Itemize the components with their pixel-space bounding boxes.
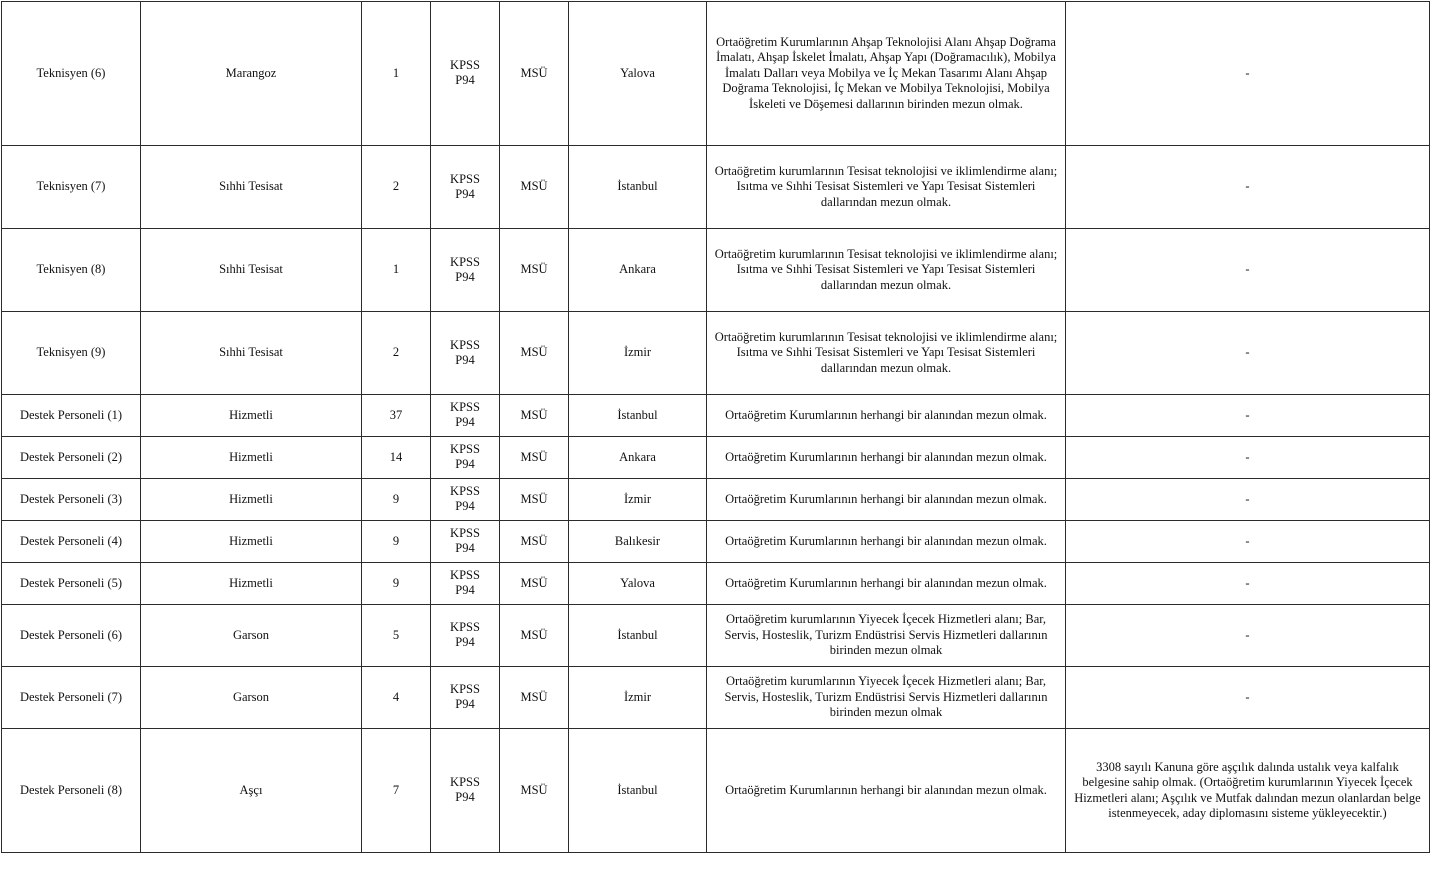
cell-extra-requirement: - — [1066, 146, 1430, 229]
exam-score-type: P94 — [455, 415, 475, 430]
cell-position: Hizmetli — [141, 563, 362, 605]
table-row — [2, 605, 1430, 667]
cell-exam — [431, 605, 500, 667]
cell-requirement: Ortaöğretim Kurumlarının herhangi bir alanından mezun olmak. — [707, 729, 1066, 853]
cell-position: Hizmetli — [141, 437, 362, 479]
cell-requirement: Ortaöğretim Kurumlarının herhangi bir alanından mezun olmak. — [707, 395, 1066, 437]
exam-name: KPSS — [450, 620, 480, 635]
cell-institution: MSÜ — [500, 521, 569, 563]
cell-institution: MSÜ — [500, 479, 569, 521]
cell-exam — [431, 2, 500, 146]
exam-score-type: P94 — [455, 697, 475, 712]
cell-count: 9 — [362, 563, 431, 605]
cell-count: 7 — [362, 729, 431, 853]
cell-exam — [431, 563, 500, 605]
cell-extra-requirement: - — [1066, 229, 1430, 312]
exam-name: KPSS — [450, 400, 480, 415]
cell-exam — [431, 479, 500, 521]
cell-title: Destek Personeli (4) — [2, 521, 141, 563]
cell-city: Ankara — [569, 229, 707, 312]
exam-type — [450, 58, 480, 88]
cell-city: Ankara — [569, 437, 707, 479]
exam-name: KPSS — [450, 337, 480, 352]
exam-name: KPSS — [450, 58, 480, 73]
cell-city: İstanbul — [569, 146, 707, 229]
cell-city: Balıkesir — [569, 521, 707, 563]
cell-count: 5 — [362, 605, 431, 667]
job-listing-table — [1, 1, 1430, 853]
cell-requirement: Ortaöğretim Kurumlarının herhangi bir alanından mezun olmak. — [707, 563, 1066, 605]
cell-institution: MSÜ — [500, 667, 569, 729]
cell-institution: MSÜ — [500, 2, 569, 146]
cell-count: 9 — [362, 521, 431, 563]
cell-institution: MSÜ — [500, 229, 569, 312]
cell-position: Hizmetli — [141, 479, 362, 521]
cell-title: Destek Personeli (8) — [2, 729, 141, 853]
table-row — [2, 479, 1430, 521]
cell-exam — [431, 729, 500, 853]
cell-requirement: Ortaöğretim Kurumlarının herhangi bir alanından mezun olmak. — [707, 479, 1066, 521]
exam-type — [450, 620, 480, 650]
cell-requirement: Ortaöğretim kurumlarının Tesisat teknolojisi ve iklimlendirme alanı; Isıtma ve Sıhhi Tesisat Sistemleri ve Yapı Tesisat Sistemleri dallarından mezun olmak. — [707, 146, 1066, 229]
cell-institution: MSÜ — [500, 605, 569, 667]
cell-position: Sıhhi Tesisat — [141, 146, 362, 229]
exam-score-type: P94 — [455, 457, 475, 472]
cell-title: Teknisyen (8) — [2, 229, 141, 312]
table-row — [2, 395, 1430, 437]
exam-name: KPSS — [450, 775, 480, 790]
table-body — [2, 2, 1430, 853]
cell-title: Teknisyen (7) — [2, 146, 141, 229]
cell-count: 2 — [362, 146, 431, 229]
exam-score-type: P94 — [455, 269, 475, 284]
cell-position: Garson — [141, 667, 362, 729]
cell-institution: MSÜ — [500, 437, 569, 479]
cell-position: Hizmetli — [141, 521, 362, 563]
cell-position: Aşçı — [141, 729, 362, 853]
cell-city: İstanbul — [569, 605, 707, 667]
cell-extra-requirement: 3308 sayılı Kanuna göre aşçılık dalında ustalık veya kalfalık belgesine sahip olmak. (Ortaöğretim kurumlarının Yiyecek İçecek Hizmetleri alanı; Aşçılık ve Mutfak dalından mezun olanlardan belge istenmeyecek, aday diplomasını sisteme yükleyecektir.) — [1066, 729, 1430, 853]
exam-score-type: P94 — [455, 186, 475, 201]
cell-position: Garson — [141, 605, 362, 667]
exam-name: KPSS — [450, 254, 480, 269]
table-row — [2, 729, 1430, 853]
table-row — [2, 312, 1430, 395]
cell-extra-requirement: - — [1066, 605, 1430, 667]
cell-count: 2 — [362, 312, 431, 395]
cell-city: Yalova — [569, 563, 707, 605]
exam-score-type: P94 — [455, 352, 475, 367]
table-row — [2, 563, 1430, 605]
cell-position: Marangoz — [141, 2, 362, 146]
cell-requirement: Ortaöğretim kurumlarının Tesisat teknolojisi ve iklimlendirme alanı; Isıtma ve Sıhhi Tesisat Sistemleri ve Yapı Tesisat Sistemleri dallarından mezun olmak. — [707, 229, 1066, 312]
cell-count: 4 — [362, 667, 431, 729]
exam-name: KPSS — [450, 682, 480, 697]
cell-extra-requirement: - — [1066, 2, 1430, 146]
cell-exam — [431, 312, 500, 395]
cell-count: 9 — [362, 479, 431, 521]
cell-exam — [431, 667, 500, 729]
exam-name: KPSS — [450, 526, 480, 541]
cell-extra-requirement: - — [1066, 521, 1430, 563]
cell-city: İstanbul — [569, 729, 707, 853]
exam-type — [450, 568, 480, 598]
cell-exam — [431, 229, 500, 312]
cell-requirement: Ortaöğretim Kurumlarının herhangi bir alanından mezun olmak. — [707, 521, 1066, 563]
cell-requirement: Ortaöğretim Kurumlarının herhangi bir alanından mezun olmak. — [707, 437, 1066, 479]
exam-type — [450, 526, 480, 556]
cell-extra-requirement: - — [1066, 479, 1430, 521]
cell-requirement: Ortaöğretim kurumlarının Yiyecek İçecek Hizmetleri alanı; Bar, Servis, Hosteslik, Turizm Endüstrisi Servis Hizmetleri dallarının birinden mezun olmak — [707, 667, 1066, 729]
cell-count: 14 — [362, 437, 431, 479]
cell-count: 1 — [362, 2, 431, 146]
cell-requirement: Ortaöğretim kurumlarının Tesisat teknolojisi ve iklimlendirme alanı; Isıtma ve Sıhhi Tesisat Sistemleri ve Yapı Tesisat Sistemleri dallarından mezun olmak. — [707, 312, 1066, 395]
exam-type — [450, 255, 480, 285]
exam-score-type: P94 — [455, 541, 475, 556]
cell-extra-requirement: - — [1066, 437, 1430, 479]
cell-count: 1 — [362, 229, 431, 312]
cell-city: İzmir — [569, 312, 707, 395]
cell-extra-requirement: - — [1066, 563, 1430, 605]
exam-name: KPSS — [450, 442, 480, 457]
cell-exam — [431, 146, 500, 229]
cell-title: Destek Personeli (5) — [2, 563, 141, 605]
cell-exam — [431, 395, 500, 437]
cell-count: 37 — [362, 395, 431, 437]
exam-type — [450, 172, 480, 202]
exam-score-type: P94 — [455, 73, 475, 88]
cell-institution: MSÜ — [500, 312, 569, 395]
cell-extra-requirement: - — [1066, 667, 1430, 729]
exam-type — [450, 400, 480, 430]
exam-score-type: P94 — [455, 583, 475, 598]
cell-city: İzmir — [569, 667, 707, 729]
table-row — [2, 667, 1430, 729]
exam-score-type: P94 — [455, 635, 475, 650]
exam-name: KPSS — [450, 171, 480, 186]
cell-institution: MSÜ — [500, 729, 569, 853]
cell-city: İzmir — [569, 479, 707, 521]
table-row — [2, 521, 1430, 563]
cell-title: Destek Personeli (7) — [2, 667, 141, 729]
table-row — [2, 229, 1430, 312]
cell-institution: MSÜ — [500, 563, 569, 605]
cell-title: Teknisyen (9) — [2, 312, 141, 395]
cell-city: Yalova — [569, 2, 707, 146]
cell-city: İstanbul — [569, 395, 707, 437]
cell-title: Teknisyen (6) — [2, 2, 141, 146]
cell-title: Destek Personeli (1) — [2, 395, 141, 437]
exam-type — [450, 775, 480, 805]
cell-position: Sıhhi Tesisat — [141, 312, 362, 395]
cell-requirement: Ortaöğretim kurumlarının Yiyecek İçecek Hizmetleri alanı; Bar, Servis, Hosteslik, Turizm Endüstrisi Servis Hizmetleri dallarının birinden mezun olmak — [707, 605, 1066, 667]
exam-type — [450, 442, 480, 472]
exam-name: KPSS — [450, 484, 480, 499]
exam-type — [450, 484, 480, 514]
cell-institution: MSÜ — [500, 146, 569, 229]
table-row — [2, 2, 1430, 146]
cell-requirement: Ortaöğretim Kurumlarının Ahşap Teknolojisi Alanı Ahşap Doğrama İmalatı, Ahşap İskelet İmalatı, Ahşap Yapı (Doğramacılık), Mobilya İmalatı Dalları veya Mobilya ve İç Mekan Tasarımı Alanı Ahşap Doğrama Teknolojisi, İç Mekan ve Mobilya Teknolojisi, Mobilya İskeleti ve Döşemesi dallarının birinden mezun olmak. — [707, 2, 1066, 146]
cell-extra-requirement: - — [1066, 395, 1430, 437]
cell-position: Sıhhi Tesisat — [141, 229, 362, 312]
exam-type — [450, 682, 480, 712]
cell-position: Hizmetli — [141, 395, 362, 437]
exam-type — [450, 338, 480, 368]
cell-exam — [431, 437, 500, 479]
cell-title: Destek Personeli (2) — [2, 437, 141, 479]
table-row — [2, 437, 1430, 479]
exam-score-type: P94 — [455, 790, 475, 805]
table-row — [2, 146, 1430, 229]
cell-exam — [431, 521, 500, 563]
exam-name: KPSS — [450, 568, 480, 583]
cell-extra-requirement: - — [1066, 312, 1430, 395]
cell-title: Destek Personeli (6) — [2, 605, 141, 667]
exam-score-type: P94 — [455, 499, 475, 514]
cell-institution: MSÜ — [500, 395, 569, 437]
cell-title: Destek Personeli (3) — [2, 479, 141, 521]
